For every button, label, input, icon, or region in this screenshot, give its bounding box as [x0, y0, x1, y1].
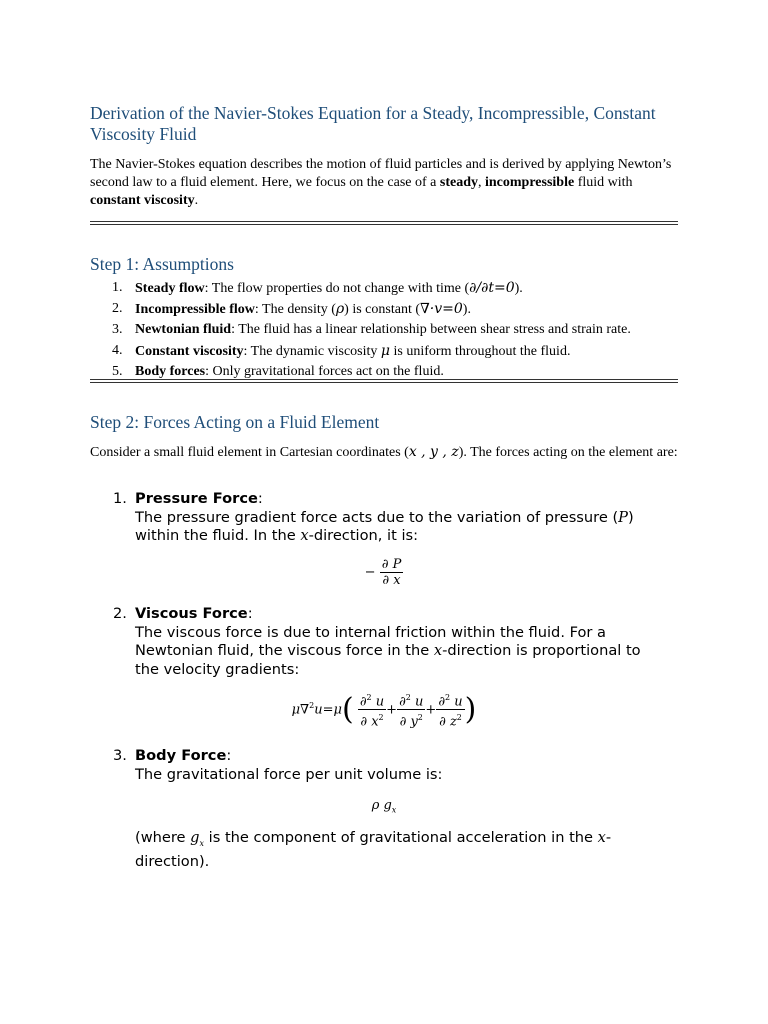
partial-symbol: ∂: [399, 714, 407, 730]
list-number: 4.: [112, 342, 123, 358]
list-item-bold: Newtonian fluid: [135, 322, 232, 338]
list-item-text: : Only gravitational forces act on the fluid.: [205, 363, 444, 379]
section-divider: [90, 379, 678, 383]
fraction-denominator: ∂ x: [382, 573, 401, 588]
list-number: 1.: [113, 490, 127, 507]
list-item-bold: Incompressible flow: [135, 302, 255, 318]
viscous-force-equation: [90, 690, 678, 730]
force-item-body: [135, 605, 660, 679]
list-item-text: ) is constant (: [344, 302, 420, 318]
list-number: 2.: [112, 301, 123, 317]
force-item-body: [135, 747, 660, 784]
step2-intro-paragraph: [90, 443, 678, 462]
paragraph-text: -direction).: [135, 829, 612, 871]
plus-sign: +: [425, 702, 437, 718]
variable-u: u: [410, 694, 424, 710]
list-item-text: is uniform throughout the fluid.: [390, 343, 571, 359]
fraction-numerator: [436, 690, 464, 710]
superscript: 2: [366, 693, 372, 702]
list-item: [90, 341, 678, 362]
list-item-bold: Constant viscosity: [135, 343, 244, 359]
partial-symbol: ∂: [359, 694, 367, 710]
partial-symbol: ∂: [438, 694, 446, 710]
list-item: [90, 299, 678, 320]
force-item-pressure: [90, 490, 678, 546]
fraction-numerator: [358, 690, 386, 710]
intro-text: ,: [478, 175, 485, 190]
math-expression: ∇·v=0: [420, 301, 463, 318]
math-expression: ρ: [335, 301, 345, 318]
variable-z: z: [449, 714, 457, 730]
list-number: 1.: [112, 280, 123, 295]
math-expression: x: [300, 527, 309, 544]
list-number: 3.: [112, 322, 123, 338]
force-item-body: [135, 490, 660, 546]
list-item-text: : The density (: [254, 302, 336, 318]
force-item-text: [135, 509, 660, 528]
body-force-equation: [90, 798, 678, 815]
section-divider: [90, 221, 678, 225]
fraction: [397, 690, 425, 730]
variable-y: y: [410, 714, 418, 730]
paragraph-text: The viscous force is due to internal friction within the fluid. For a Newtonian fluid, the viscous force in the: [135, 623, 606, 659]
paragraph-text: is the component of gravitational acceleration in the: [204, 829, 598, 846]
minus-sign: −: [364, 565, 376, 580]
math-expression: x: [597, 829, 606, 846]
paragraph-text: (where: [135, 829, 191, 846]
fraction-denominator: [358, 710, 385, 729]
fraction-numerator: ∂ P: [381, 557, 402, 572]
superscript: 2: [417, 713, 423, 723]
intro-bold-steady: steady: [439, 175, 478, 190]
force-item-note: [135, 829, 660, 872]
list-item-text: ).: [514, 281, 523, 296]
fraction: [380, 557, 404, 588]
force-item-title: Pressure Force: [135, 490, 258, 507]
force-item-text: [135, 624, 660, 680]
subscript: x: [199, 838, 205, 848]
math-expression: x: [433, 642, 443, 659]
partial-symbol: ∂: [439, 714, 446, 730]
intro-bold-incompressible: incompressible: [485, 175, 575, 190]
paragraph-text: ). The forces acting on the element are:: [458, 445, 678, 460]
equation-lhs: u=μ: [314, 702, 342, 718]
title-colon: :: [257, 490, 263, 507]
paragraph-text: within the fluid. In the: [135, 527, 301, 544]
force-item-title-line: [135, 490, 660, 509]
math-expression: P: [618, 508, 628, 526]
partial-symbol: ∂: [360, 714, 368, 730]
superscript: 2: [378, 713, 384, 723]
step1-heading: Step 1: Assumptions: [90, 254, 234, 274]
force-item-body-force: [90, 747, 678, 784]
paragraph-text: ): [627, 508, 634, 526]
list-item: [90, 320, 678, 340]
intro-text: The Navier-Stokes equation describes the motion of fluid particles and is derived by applying Newton’s second law to a fluid element. Here, we focus on the case of a: [90, 157, 672, 190]
equation-lhs: μ∇: [291, 702, 310, 718]
variable-u: u: [371, 694, 385, 710]
force-item-title-line: [135, 605, 660, 624]
intro-paragraph: [90, 156, 678, 210]
intro-bold-constant-viscosity: constant viscosity: [90, 193, 195, 208]
list-item-bold: Body forces: [135, 363, 206, 379]
math-expression: x , y , z: [408, 444, 459, 460]
right-paren: ): [464, 691, 477, 727]
list-item-text: : The flow properties do not change with time (: [204, 281, 470, 296]
math-expression: g: [190, 829, 200, 846]
fraction: [436, 690, 464, 730]
body-force-note: [90, 829, 678, 872]
step2-heading: Step 2: Forces Acting on a Fluid Element: [90, 412, 380, 432]
left-paren: (: [341, 691, 354, 727]
force-item-text: [135, 527, 660, 546]
list-item: [90, 278, 678, 299]
list-number: 3.: [113, 747, 127, 764]
fraction: [358, 690, 386, 730]
list-item-text: ).: [462, 302, 471, 318]
intro-text: fluid with: [574, 175, 633, 190]
list-item-text: : The dynamic viscosity: [243, 343, 381, 359]
superscript: 2: [405, 693, 411, 702]
paragraph-text: -direction, it is:: [308, 527, 419, 544]
math-expression: ∂/∂t=0: [469, 280, 515, 296]
superscript: 2: [456, 713, 462, 723]
force-item-viscous: [90, 605, 678, 679]
paragraph-text: -direction is proportional to the velocity gradients:: [135, 642, 641, 678]
title-colon: :: [226, 747, 232, 764]
force-item-title: Body Force: [135, 747, 227, 764]
fraction-denominator: [437, 710, 464, 729]
paragraph-text: The pressure gradient force acts due to the variation of pressure (: [135, 508, 619, 526]
title-colon: :: [247, 605, 253, 622]
equation-expression: ρ g: [371, 798, 392, 813]
subscript: x: [391, 805, 397, 815]
assumptions-list: [90, 278, 678, 382]
intro-text: .: [194, 193, 199, 208]
math-expression: μ: [380, 342, 391, 359]
list-number: 2.: [113, 605, 127, 622]
pressure-force-equation: [90, 557, 678, 588]
partial-symbol: ∂: [399, 694, 406, 710]
paragraph-text: Consider a small fluid element in Cartesian coordinates (: [90, 445, 409, 460]
document-title: Derivation of the Navier-Stokes Equation for a Steady, Incompressible, Constant Viscosity Fluid: [90, 103, 656, 144]
plus-sign: +: [386, 702, 398, 718]
list-item-text: : The fluid has a linear relationship between shear stress and strain rate.: [231, 322, 631, 338]
list-number: 5.: [112, 363, 123, 379]
force-item-text: The gravitational force per unit volume is:: [135, 765, 443, 783]
list-item-bold: Steady flow: [135, 281, 205, 296]
fraction-denominator: [398, 710, 425, 729]
fraction-numerator: [397, 690, 425, 710]
force-item-title-line: [135, 747, 660, 766]
superscript: 2: [309, 701, 315, 710]
variable-x: x: [371, 714, 379, 730]
force-item-title: Viscous Force: [135, 605, 248, 622]
superscript: 2: [445, 693, 451, 702]
variable-u: u: [450, 694, 463, 710]
